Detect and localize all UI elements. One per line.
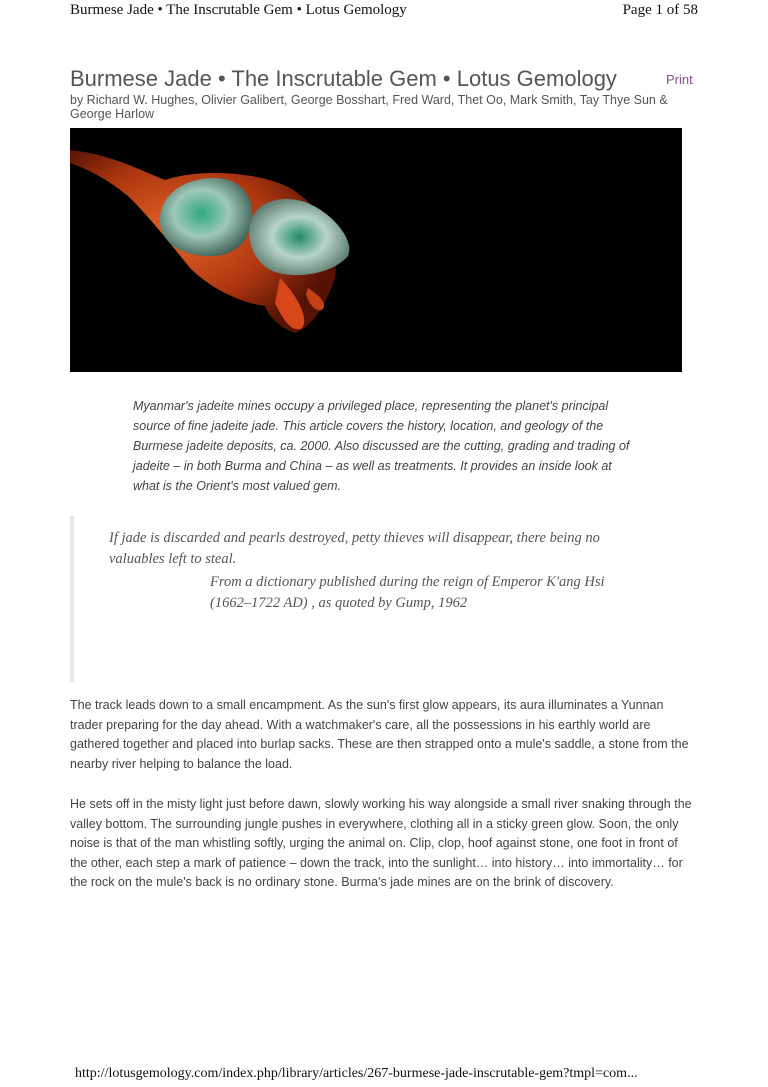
article-authors: by Richard W. Hughes, Olivier Galibert, George Bosshart, Fred Ward, Thet Oo, Mark Smith, Tay Thye Sun & George Harlow xyxy=(70,93,668,121)
print-header-title: Burmese Jade • The Inscrutable Gem • Lotus Gemology xyxy=(70,2,407,18)
hero-image xyxy=(70,128,682,372)
body-paragraph: He sets off in the misty light just before dawn, slowly working his way alongside a small river snaking through the valley bottom. The surrounding jungle pushes in everywhere, clothing all in a sticky green glow. Soon, the only noise is that of the man whistling softly, urging the animal on. Clip, clop, hoof against stone, one foot in front of the other, each step a mark of patience – down the track, into the sunlight… into history… into immortality… for the rock on the mule's back is no ordinary stone. Burma's jade mines are on the brink of discovery. xyxy=(70,797,692,889)
epigraph-source: From a dictionary published during the reign of Emperor K'ang Hsi (1662–1722 AD) , as quoted by Gump, 1962 xyxy=(210,574,605,611)
epigraph-blockquote xyxy=(70,516,634,682)
print-footer-url: http://lotusgemology.com/index.php/library/articles/267-burmese-jade-inscrutable-gem?tmpl=com... xyxy=(75,1066,638,1081)
article-abstract: Myanmar's jadeite mines occupy a privileged place, representing the planet's principal source of fine jadeite jade. This article covers the history, location, and geology of the Burmese jadeite deposits, ca. 2000. Also discussed are the cutting, grading and trading of jadeite – in both Burma and China – as well as treatments. It provides an inside look at what is the Orient's most valued gem. xyxy=(133,399,630,493)
print-link[interactable]: Print xyxy=(666,72,693,87)
print-header xyxy=(70,2,698,19)
epigraph-text: If jade is discarded and pearls destroyed, petty thieves will disappear, there being no valuables left to steal. xyxy=(109,530,600,567)
body-paragraph: The track leads down to a small encampment. As the sun's first glow appears, its aura illuminates a Yunnan trader preparing for the day ahead. With a watchmaker's care, all the possessions in his earthly world are gathered together and placed into burlap sacks. These are then strapped onto a mule's saddle, a stone from the nearby river helping to balance the load. xyxy=(70,698,689,771)
page-number: Page 1 of 58 xyxy=(622,2,698,18)
article-title: Burmese Jade • The Inscrutable Gem • Lotus Gemology xyxy=(70,66,617,91)
jade-in-hand-illustration xyxy=(70,128,682,372)
